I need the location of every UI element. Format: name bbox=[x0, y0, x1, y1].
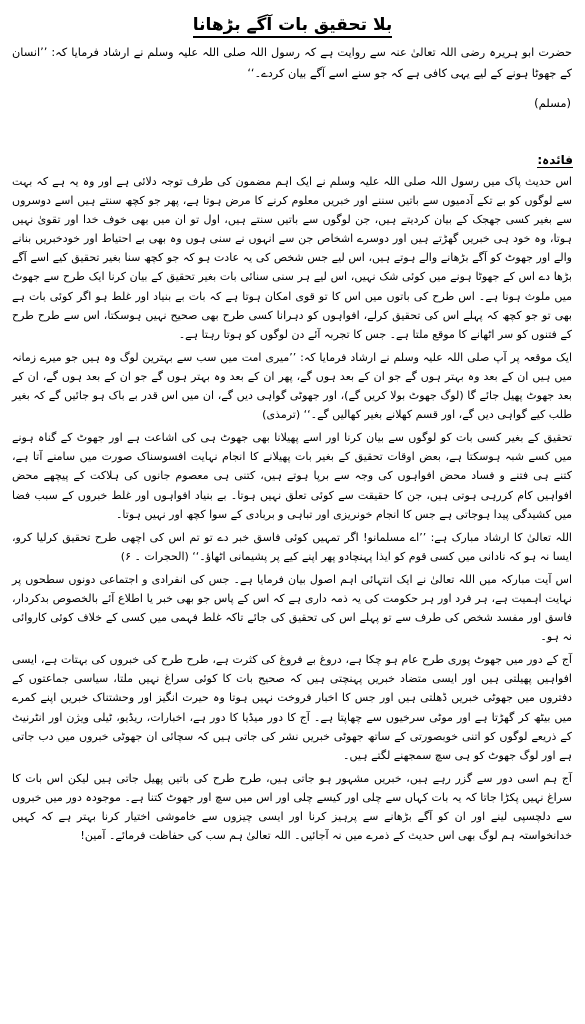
paragraph: تحقیق کے بغیر کسی بات کو لوگوں سے بیان کرنا اور اسے پھیلانا بھی جھوٹ ہی کی اشاعت ہے اور جھوٹ کے گناہ ہونے میں کسے شبہ ہوسکتا ہے، بعض اوقات تحقیق کے بغیر بات پھیلانے کا انجام نہایت افسوسناک صورت میں سامنے آتا ہے، کتنے ہی فتنے و فساد محض افواہوں کی وجہ سے برپا ہوتے ہیں، کتنی ہی معصوم جانوں کی ہلاکت کے پیچھے محض افواہیں کام کررہی ہوتی ہیں، جن کا حقیقت سے کوئی تعلق نہیں ہوتا۔ بے بنیاد افواہوں اور غلط خبروں کے سبب فضا میں کشیدگی پیدا ہوجاتی ہے جس کا انجام خونریزی اور تباہی و بربادی کے سوا کچھ اور نہیں ہوتا۔ bbox=[12, 431, 572, 521]
paragraph: اس حدیث پاک میں رسول اللہ صلی اللہ علیہ وسلم نے ایک اہم مضمون کی طرف توجہ دلائی ہے اور وہ یہ ہے کہ بہت سے لوگوں کو بے تکے آدمیوں سے باتیں سننے اور خبریں معلوم کرنے کا مرض ہوتا ہے، پھر جو کچھ سنتے ہیں اسے دوسروں سے بغیر کسی جھجک کے بیان کردیتے ہیں، جن لوگوں سے باتیں سنتے ہیں، اول تو ان میں بھی خوف خدا اور تقویٰ نہیں ہوتا، وہ خود ہی خبریں گھڑتے ہیں اور دوسرے اشخاص جن سے انہوں نے سنی ہوں وہ بھی بے احتیاط اور خودخبریں بنانے والے اور جھوٹ کو آگے بڑھانے والے ہوتے ہیں، اس لیے جس شخص کی یہ عادت ہو کہ جو کچھ سنا بغیر تحقیق کیے اسے آگے بڑھا دے اس کے جھوٹا ہونے میں کوئی شک نہیں، اس لیے ہر سنی سنائی بات بغیر تحقیق کے بیان کرنا ایک طرح سے جھوٹ میں ملوث ہونا ہے۔ اس طرح کی باتوں میں اس کا تو قوی امکان ہوتا ہے کہ بات بے بنیاد اور غلط ہو اگر کوئی بات ہے بھی تو جو کچھ کہ پہلے اس کی تحقیق کرلے، افواہوں کو دہرانا کسی طرح بھی صحیح نہیں ہوسکتا، اس سے طرح طرح کے فتنوں کو سر اٹھانے کا موقع ملتا ہے۔ جس کا تجربہ آئے دن لوگوں کو ہوتا رہتا ہے۔ bbox=[12, 175, 572, 341]
faida-heading bbox=[537, 151, 573, 169]
faida-heading-text: فائدہ: bbox=[537, 153, 573, 167]
paragraph: آج کے دور میں جھوٹ پوری طرح عام ہو چکا ہے، دروغ بے فروغ کی کثرت ہے، طرح طرح کی خبروں کی بہتات ہے، ایسی افواہیں پھیلتی ہیں اور ایسی متضاد خبریں پہنچتی ہیں کہ صحیح بات کا کوئی سراغ نہیں ملتا، سیاسی جماعتوں کے دفتروں میں جھوٹی خبریں ڈھلتی ہیں اور جس کا اخبار فروخت نہیں ہوتا وہ حیرت انگیز اور وحشتناک خبریں اپنے کمرے میں بیٹھ کر گھڑتا ہے اور موٹی سرخیوں سے چھاپتا ہے۔ آج کا دور میڈیا کا دور ہے، اخبارات، ریڈیو، ٹیلی ویژن اور انٹرنیٹ کے ذریعے لوگوں کو اتنی خوبصورتی کے ساتھ جھوٹی خبریں نشر کی جاتی ہیں کہ سچائی ان جھوٹی خبروں میں دب جاتی ہے اور لوگ جھوٹ کو ہی سچ سمجھنے لگتے ہیں۔ bbox=[12, 653, 572, 762]
article-title-text: بلا تحقیق بات آگے بڑھانا bbox=[193, 15, 393, 38]
paragraph: آج ہم اسی دور سے گزر رہے ہیں، خبریں مشہور ہو جاتی ہیں، طرح طرح کی باتیں پھیل جاتی ہیں لیکن اس بات کا سراغ نہیں پکڑا جاتا کہ یہ بات کہاں سے چلی اور کیسے چلی اور اس میں سچ اور جھوٹ کتنا ہے۔ موجودہ دور میں خبروں سے دلچسپی لینے اور ان کو آگے بڑھانے سے پرہیز کرنا اور ایسی چیزوں سے خاموشی اختیار کرنا بہتر ہے کہ کہیں خدانخواستہ ہم لوگ بھی اس حدیث کے ذمرے میں نہ آجائیں۔ اللہ تعالیٰ ہم سب کی حفاظت فرمائے۔ آمین! bbox=[12, 771, 572, 843]
article-title bbox=[0, 14, 585, 36]
hadith-text: حضرت ابو ہریرہ رضی اللہ تعالیٰ عنہ سے روایت ہے کہ رسول اللہ صلی اللہ علیہ وسلم نے ارشاد فرمایا کہ: ’’انسان کے جھوٹا ہونے کے لیے یہی کافی ہے کہ جو سنے اسے آگے بیان کردے۔‘‘ bbox=[12, 46, 572, 80]
paragraph: ایک موقعہ پر آپ صلی اللہ علیہ وسلم نے ارشاد فرمایا کہ: ’’میری امت میں سب سے بہترین لوگ وہ ہیں جو میرے زمانہ میں ہیں ان کے بعد وہ بہتر ہوں گے جو ان کے بعد ہوں گے، پھر ان کے بعد وہ بہتر ہوں گے جو ان کے بعد ہوں گے، ان کے بعد جھوٹ پھیل جائے گا (لوگ جھوٹ بولا کریں گے)، اور جھوٹی گواہی دیں گے، ان میں اس قدر بے باک ہو جائیں گے کہ بغیر طلب کیے گواہی دیں گے، اور قسم کھلانے بغیر کھالیں گے۔‘‘ (ترمذی) bbox=[12, 350, 572, 422]
article-body bbox=[12, 172, 572, 849]
paragraph: اس آیت مبارکہ میں اللہ تعالیٰ نے ایک انتہائی اہم اصول بیان فرمایا ہے۔ جس کی انفرادی و اجتماعی دونوں سطحوں پر نہایت اہمیت ہے، ہر فرد اور ہر حکومت کی یہ ذمہ داری ہے کہ اس کے پاس جو بھی خبر یا اطلاع آئے بالخصوص بدکردار، فاسق اور مفسد شخص کی طرف سے تو پہلے اس کی تحقیق کی جائے تاکہ غلط فہمی میں کسی کے خلاف کوئی کاروائی نہ ہو۔ bbox=[12, 572, 572, 644]
hadith-reference: (مسلم) bbox=[534, 96, 571, 110]
paragraph: اللہ تعالیٰ کا ارشاد مبارک ہے: ’’اے مسلمانو! اگر تمہیں کوئی فاسق خبر دے تو تم اس کی اچھی طرح تحقیق کرلیا کرو، ایسا نہ ہو کہ نادانی میں کسی قوم کو ایذا پہنچادو پھر اپنے کیے پر پشیمانی اٹھاؤ۔‘‘ (الحجرات ۔ ۶) bbox=[12, 530, 572, 563]
